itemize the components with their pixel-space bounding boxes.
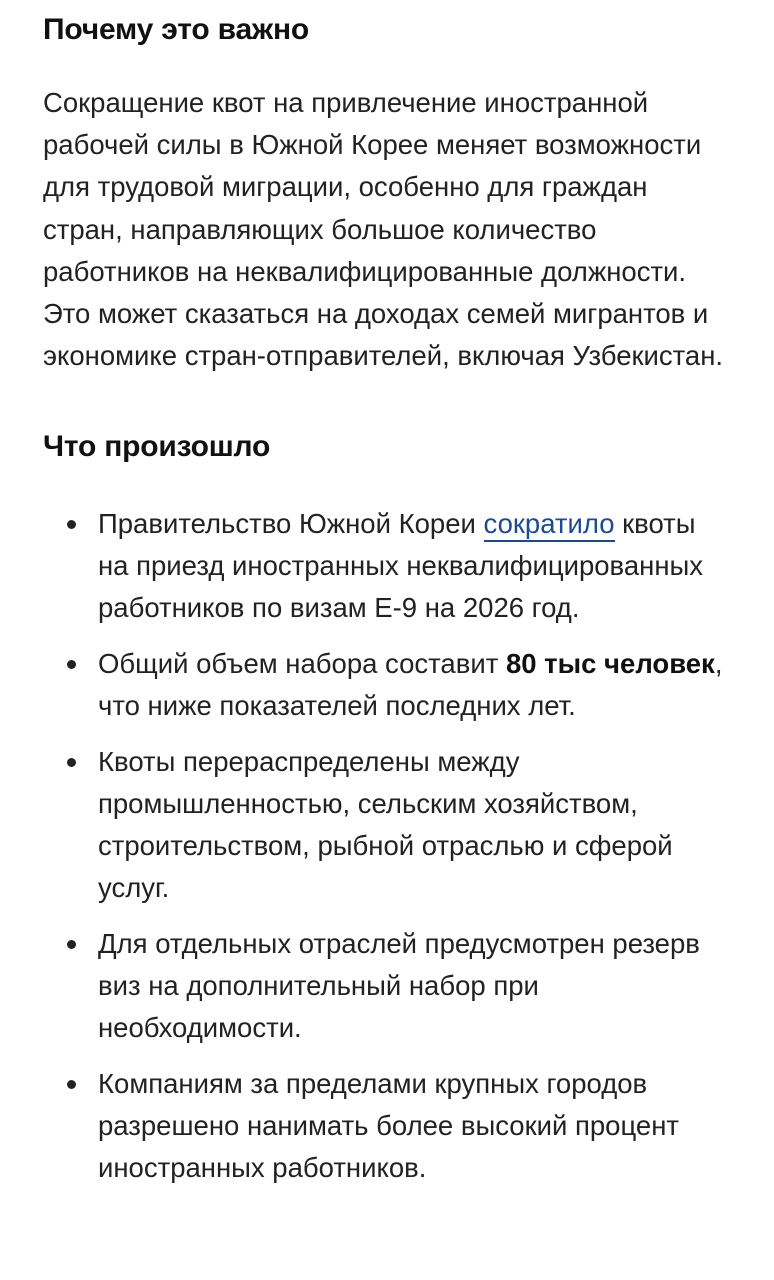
source-link[interactable]: сократило: [484, 508, 615, 542]
section-heading-why: Почему это важно: [43, 13, 310, 46]
list-item-text: Квоты перераспределены между промышленностью, сельским хозяйством, строительством, рыбной отраслью и сферой услуг.: [98, 746, 673, 904]
bullet-dot-icon: [67, 1080, 76, 1089]
list-item: [43, 741, 732, 909]
list-item-text: Компаниям за пределами крупных городов разрешено нанимать более высокий процент иностранных работников.: [98, 1068, 679, 1184]
bullet-dot-icon: [67, 660, 76, 669]
list-item-text-start: Правительство Южной Кореи: [98, 508, 484, 540]
bullet-dot-icon: [67, 758, 76, 767]
list-item-text-end: , что ниже показателей последних лет.: [98, 648, 723, 722]
bullet-dot-icon: [67, 940, 76, 949]
what-happened-list: [43, 503, 732, 1189]
list-item: [43, 643, 732, 727]
list-item: [43, 503, 732, 629]
list-item-text-end: квоты на приезд иностранных неквалифицированных работников по визам E-9 на 2026 год.: [98, 508, 704, 624]
list-item: [43, 923, 732, 1049]
bullet-dot-icon: [67, 520, 76, 529]
list-item-text: Для отдельных отраслей предусмотрен резерв виз на дополнительный набор при необходимости.: [98, 928, 700, 1044]
list-item: [43, 1063, 732, 1189]
section-heading-what: Что произошло: [43, 430, 271, 464]
highlight-figure: 80 тыс человек: [505, 648, 715, 680]
list-item-text-start: Общий объем набора составит: [98, 648, 506, 680]
why-paragraph: Сокращение квот на привлечение иностранной рабочей силы в Южной Корее меняет возможности для трудовой миграции, особенно для граждан стран, направляющих большое количество работников на неквалифицированные должности. Это может сказаться на доходах семей мигрантов и экономике стран-отправителей, включая Узбекистан.: [43, 87, 724, 372]
